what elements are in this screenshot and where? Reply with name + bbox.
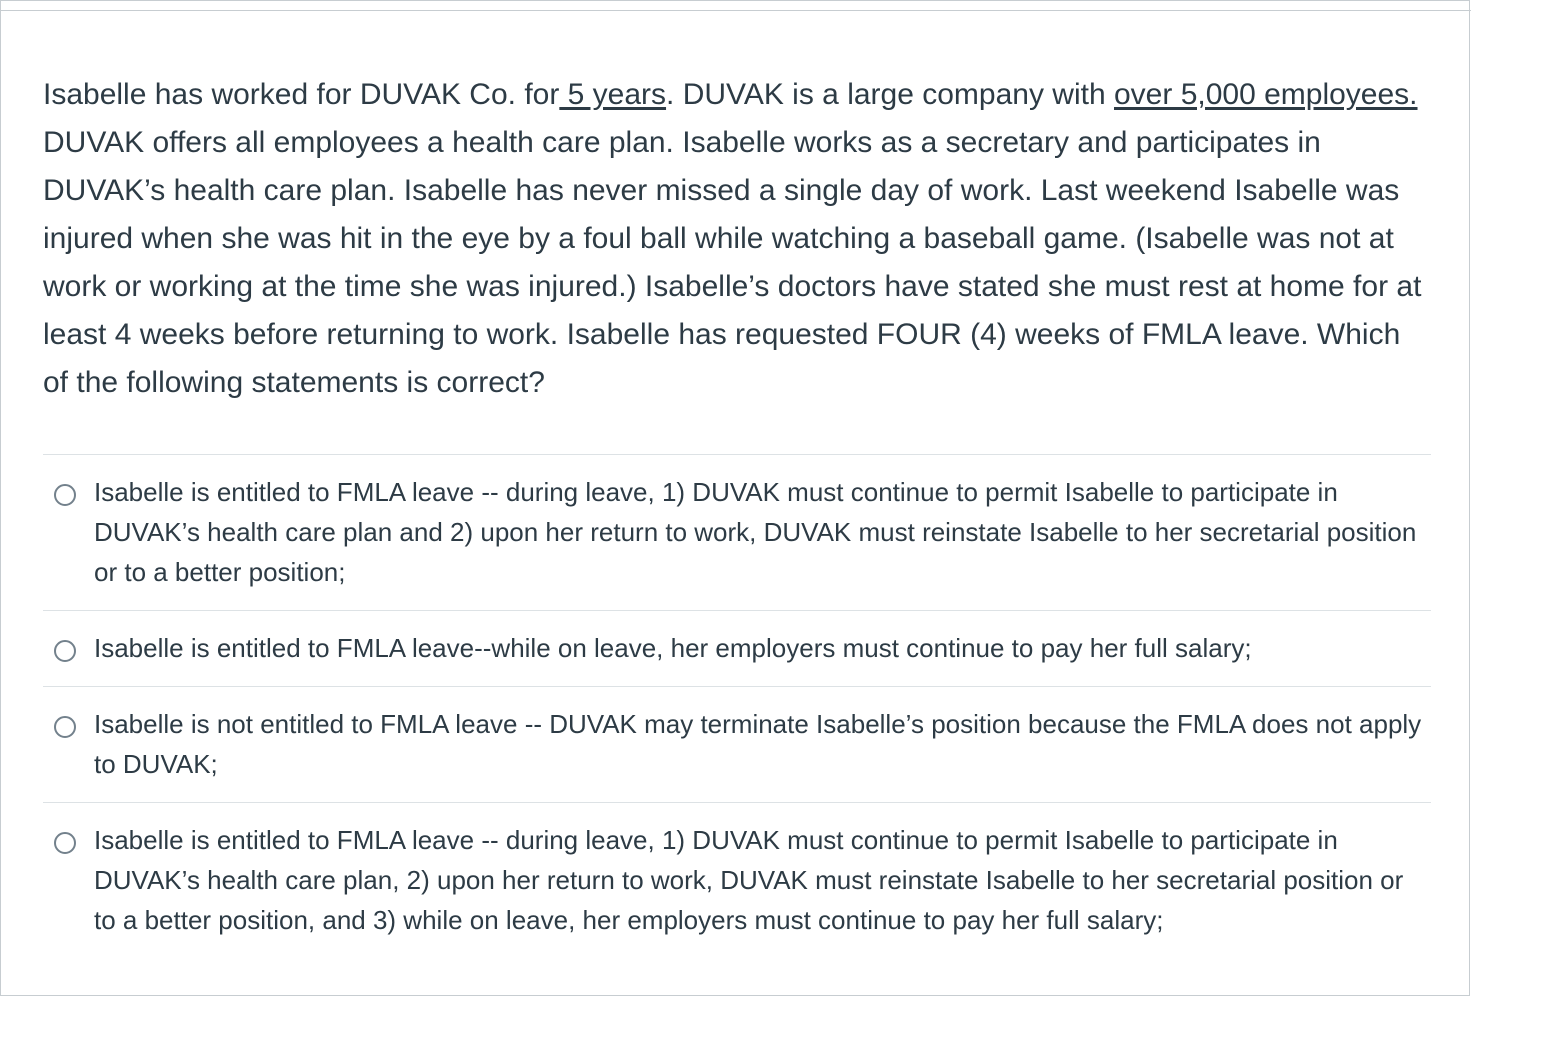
radio-button-4[interactable]	[54, 832, 76, 854]
radio-button-3[interactable]	[54, 716, 76, 738]
answer-option-1[interactable]	[43, 454, 1431, 610]
answer-option-2[interactable]	[43, 610, 1431, 686]
question-text	[43, 71, 1433, 407]
answer-label-2[interactable]: Isabelle is entitled to FMLA leave--while on leave, her employers must continue to pay her full salary;	[94, 633, 1252, 663]
answer-option-3[interactable]	[43, 686, 1431, 802]
question-text-part-1: Isabelle has worked for DUVAK Co. for	[43, 78, 560, 111]
card-divider	[1, 10, 1471, 11]
answer-label-4[interactable]: Isabelle is entitled to FMLA leave -- during leave, 1) DUVAK must continue to permit Isabelle to participate in DUVAK’s health care plan, 2) upon her return to work, DUVAK must reinstate Isabelle to her secretarial position or to a better position, and 3) while on leave, her employers must continue to pay her full salary;	[94, 825, 1404, 935]
answer-list	[43, 454, 1431, 958]
radio-button-2[interactable]	[54, 640, 76, 662]
question-text-underline-years: 5 years	[559, 78, 667, 111]
answer-option-4[interactable]	[43, 802, 1431, 958]
answer-label-1[interactable]: Isabelle is entitled to FMLA leave -- during leave, 1) DUVAK must continue to permit Isabelle to participate in DUVAK’s health care plan and 2) upon her return to work, DUVAK must reinstate Isabelle to her secretarial position or to a better position;	[94, 477, 1417, 587]
radio-button-1[interactable]	[54, 484, 76, 506]
question-text-part-2: . DUVAK is a large company with	[666, 78, 1114, 111]
question-text-underline-employees: over 5,000 employees.	[1114, 78, 1418, 111]
answer-label-3[interactable]: Isabelle is not entitled to FMLA leave -- DUVAK may terminate Isabelle’s position because the FMLA does not apply to DUVAK;	[94, 709, 1422, 779]
question-text-part-3: DUVAK offers all employees a health care plan. Isabelle works as a secretary and participates in DUVAK’s health care plan. Isabelle has never missed a single day of work. Last weekend Isabelle was injured when she was hit in the eye by a foul ball while watching a baseball game. (Isabelle was not at work or working at the time she was injured.) Isabelle’s doctors have stated she must rest at home for at least 4 weeks before returning to work. Isabelle has requested FOUR (4) weeks of FMLA leave. Which of the following statements is correct?	[43, 126, 1422, 399]
